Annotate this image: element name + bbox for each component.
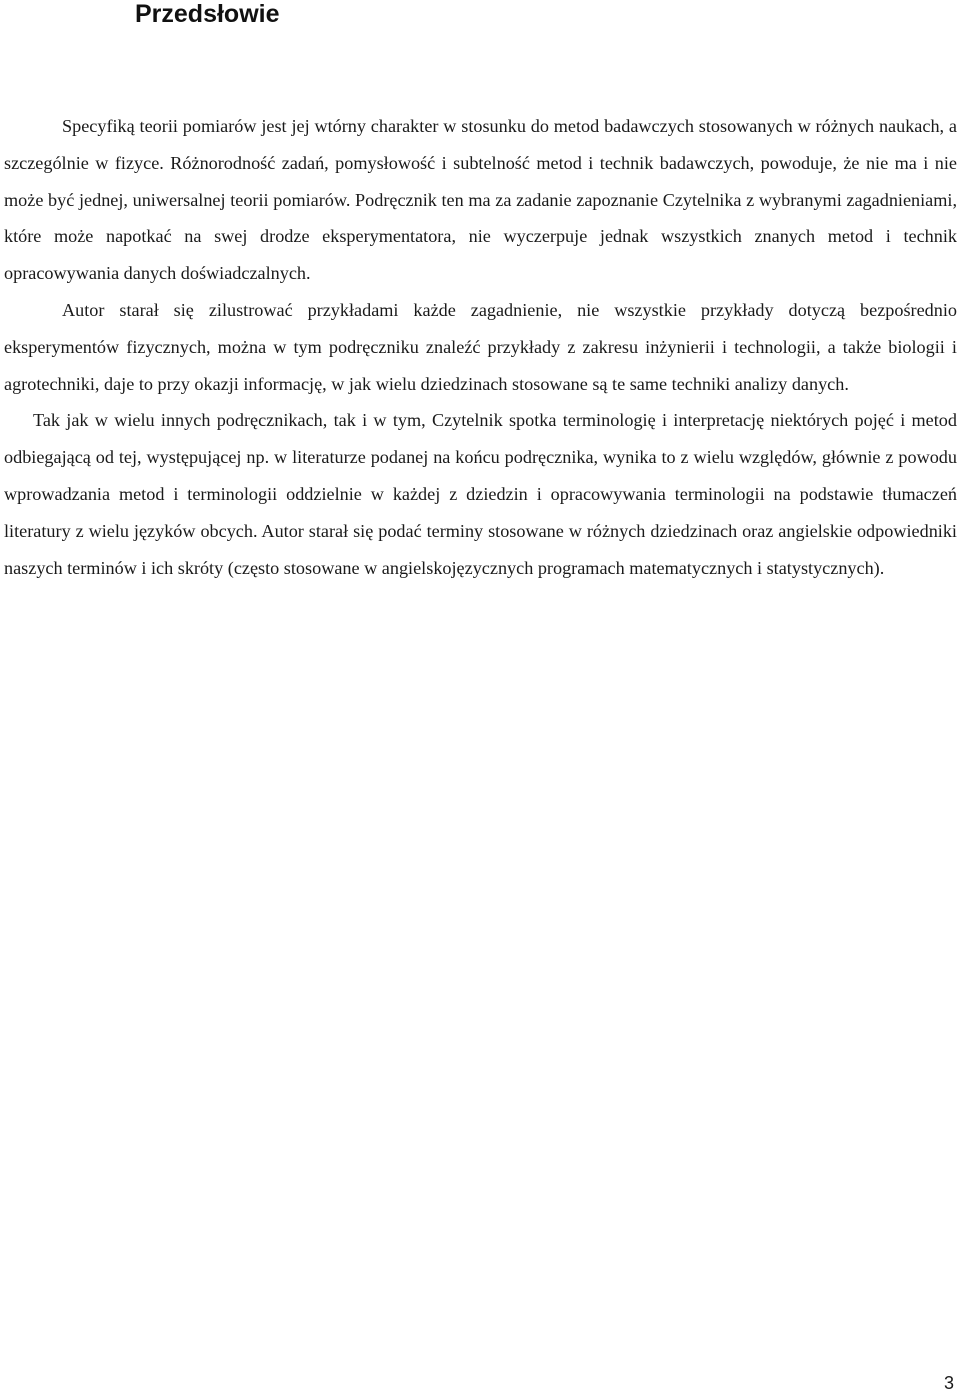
paragraph: Autor starał się zilustrować przykładami każde zagadnienie, nie wszystkie przykłady dotyczą bezpośrednio eksperymentów fizycznych, można w tym podręczniku znaleźć przykłady z zakresu inżynierii i technologii, a także biologii i agrotechniki, daje to przy okazji informację, w jak wielu dziedzinach stosowane są te same techniki analizy danych. (4, 299, 957, 394)
body-text (4, 108, 957, 586)
paragraph: Tak jak w wielu innych podręcznikach, tak i w tym, Czytelnik spotka terminologię i interpretację niektórych pojęć i metod odbiegającą od tej, występującej np. w literaturze podanej na końcu podręcznika, wynika to z wielu względów, głównie z powodu wprowadzania metod i terminologii oddzielnie w każdej z dziedzin i opracowywania terminologii na podstawie tłumaczeń literatury z wielu języków obcych. Autor starał się podać terminy stosowane w różnych dziedzinach oraz angielskie odpowiedniki naszych terminów i ich skróty (często stosowane w angielskojęzycznych programach matematycznych i statystycznych). (4, 410, 957, 578)
page-title: Przedsłowie (135, 0, 280, 28)
page-number: 3 (943, 1373, 954, 1393)
paragraph: Specyfiką teorii pomiarów jest jej wtórny charakter w stosunku do metod badawczych stosowanych w różnych naukach, a szczególnie w fizyce. Różnorodność zadań, pomysłowość i subtelność metod i technik badawczych, powoduje, że nie ma i nie może być jednej, uniwersalnej teorii pomiarów. Podręcznik ten ma za zadanie zapoznanie Czytelnika z wybranymi zagadnieniami, które może napotkać na swej drodze eksperymentatora, nie wyczerpuje jednak wszystkich znanych metod i technik opracowywania danych doświadczalnych. (4, 116, 957, 284)
